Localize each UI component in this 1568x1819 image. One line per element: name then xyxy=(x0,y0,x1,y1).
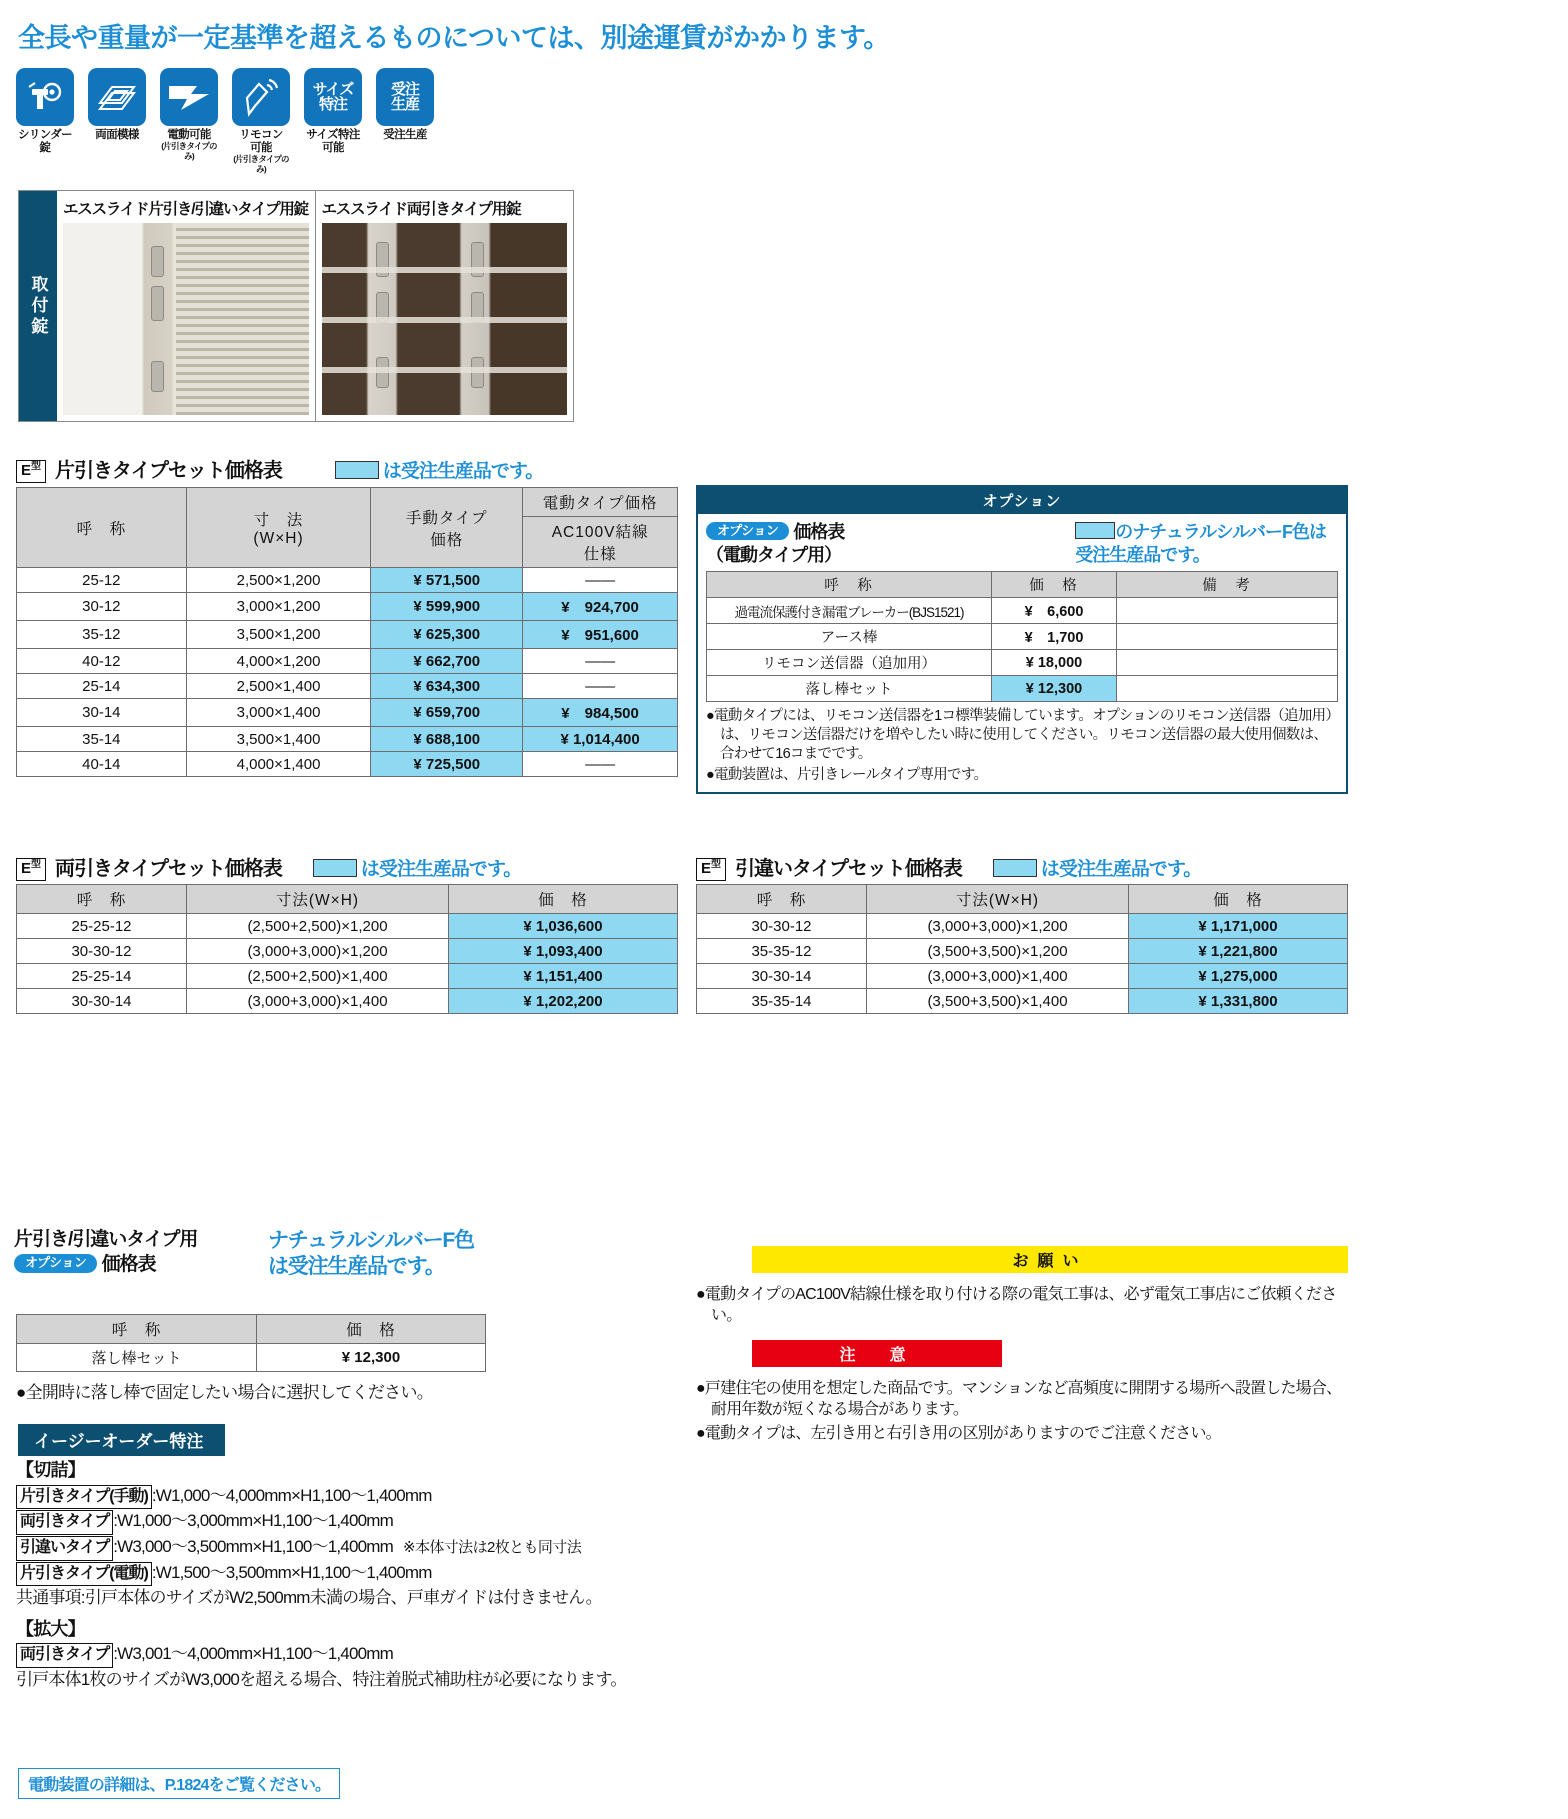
easy-order-group1-title: 【切詰】 xyxy=(16,1460,85,1480)
cell-electric: —— xyxy=(523,752,678,777)
feature-remote xyxy=(230,68,292,174)
section-title-hikichigai xyxy=(696,852,1201,881)
feature-electric-sublabel: (片引きタイプのみ) xyxy=(161,141,217,161)
option-small-title xyxy=(14,1228,197,1277)
easy-order-common-note-2: 引戸本体1枚のサイズがW3,000を超える場合、特注着脱式補助柱が必要になります。 xyxy=(16,1669,627,1689)
cell-electric: ¥ 951,600 xyxy=(523,621,678,649)
cell-manual: ¥ 625,300 xyxy=(371,621,523,649)
cell-dim: (3,000+3,000)×1,200 xyxy=(187,939,449,964)
opt-cell-remark xyxy=(1117,598,1338,624)
table-row xyxy=(17,914,678,939)
etype-badge-hikichigai: $E^型$ xyxy=(696,858,726,881)
feature-double-pattern xyxy=(86,68,148,174)
table-row xyxy=(17,727,678,752)
section-name-hikichigai: 引違いタイプセット価格表 xyxy=(735,858,962,880)
cell-dim: 3,000×1,200 xyxy=(186,593,371,621)
cell-dim: (3,000+3,000)×1,400 xyxy=(867,964,1129,989)
option-small-table-body xyxy=(17,1344,486,1372)
feature-size-custom-label: サイズ特注 可能 xyxy=(306,129,360,155)
easy-order-line-label: 両引きタイプ xyxy=(16,1510,113,1535)
easy-order-line-text: :W3,001〜4,000mm×H1,100〜1,400mm xyxy=(113,1644,393,1664)
table-row xyxy=(17,1344,486,1372)
cell-name: 35-14 xyxy=(17,727,187,752)
option-pill-badge: オプション xyxy=(706,522,789,540)
th-electric-group: 電動タイプ価格 xyxy=(523,488,678,517)
opt-small-cell-name: 落し棒セット xyxy=(17,1344,257,1372)
legend-swatch xyxy=(313,859,357,877)
electric-detail-link[interactable]: 電動装置の詳細は、P.1824をご覧ください。 xyxy=(18,1768,340,1799)
opt-th-price: 価 格 xyxy=(992,572,1117,598)
easy-order-line xyxy=(16,1561,696,1587)
cell-name: 40-12 xyxy=(17,649,187,674)
table-row xyxy=(707,650,1338,676)
feature-electric xyxy=(158,68,220,174)
cell-name: 30-30-14 xyxy=(17,989,187,1014)
etype-badge-katahiki: $E^型$ xyxy=(16,460,46,483)
easy-order-line xyxy=(16,1509,696,1535)
option-notice-line2: 受注生産品です。 xyxy=(1075,544,1210,565)
cell-name: 25-14 xyxy=(17,674,187,699)
option-small-notice xyxy=(268,1228,474,1279)
feature-double-pattern-label: 両面模様 xyxy=(95,129,139,141)
easy-order-line-text: :W1,000〜4,000mm×H1,100〜1,400mm xyxy=(151,1485,432,1505)
cell-electric: —— xyxy=(523,649,678,674)
remote-control-icon xyxy=(232,68,290,126)
feature-made-to-order-label: 受注生産 xyxy=(383,129,427,141)
easy-order-line-text: :W1,500〜3,500mm×H1,100〜1,400mm xyxy=(151,1562,432,1582)
warning-chui-block xyxy=(752,1340,1002,1367)
cell-dim: (3,500+3,500)×1,400 xyxy=(867,989,1129,1014)
price-table-hikichigai-body xyxy=(697,914,1348,1014)
size-custom-badge-text: サイズ 特注 xyxy=(312,81,354,113)
legend-hikichigai xyxy=(993,854,1201,881)
easy-order-line xyxy=(16,1535,696,1561)
price-table-katahiki-body xyxy=(17,568,678,777)
cell-name: 30-30-14 xyxy=(697,964,867,989)
made-to-order-icon xyxy=(376,68,434,126)
easy-order-body xyxy=(16,1458,696,1692)
th-price: 価 格 xyxy=(1129,885,1348,914)
option-small-title-line2: 価格表 xyxy=(101,1253,156,1275)
etype-sup: 型 xyxy=(31,859,42,871)
option-small-title-line1: 片引き/引違いタイプ用 xyxy=(14,1229,198,1250)
price-table-ryohiki xyxy=(16,884,678,1014)
opt-th-name: 呼 称 xyxy=(707,572,992,598)
cell-manual: ¥ 571,500 xyxy=(371,568,523,593)
table-header-row xyxy=(17,1315,486,1344)
easy-order-bar: イージーオーダー特注 xyxy=(18,1424,225,1456)
lock-installation-panel xyxy=(18,190,574,422)
easy-order-common-note: 共通事項:引戸本体のサイズがW2,500mm未満の場合、戸車ガイドは付きません。 xyxy=(16,1588,602,1608)
lock-cell-single xyxy=(57,191,316,421)
table-row xyxy=(697,964,1348,989)
option-panel-title xyxy=(706,521,844,566)
opt-cell-name: アース棒 xyxy=(707,624,992,650)
th-price: 価 格 xyxy=(449,885,678,914)
table-row xyxy=(17,939,678,964)
cell-price: ¥ 1,202,200 xyxy=(449,989,678,1014)
cell-dim: (3,000+3,000)×1,400 xyxy=(187,989,449,1014)
option-notice-swatch xyxy=(1075,522,1115,539)
easy-order-line-label: 引違いタイプ xyxy=(16,1536,113,1561)
opt-cell-price: ¥ 12,300 xyxy=(992,676,1117,702)
option-small-pill-badge: オプション xyxy=(14,1254,97,1273)
cell-electric: ¥ 1,014,400 xyxy=(523,727,678,752)
lock-cell-double xyxy=(316,191,574,421)
easy-order-line-label: 両引きタイプ xyxy=(16,1643,113,1668)
table-row xyxy=(17,699,678,727)
feature-electric-label: 電動可能 xyxy=(167,129,211,141)
cell-name: 25-25-14 xyxy=(17,964,187,989)
table-row xyxy=(17,752,678,777)
warning-chui-title: 注 意 xyxy=(752,1340,1002,1367)
feature-cylinder-lock-label: シリンダー錠 xyxy=(17,129,73,155)
cell-manual: ¥ 634,300 xyxy=(371,674,523,699)
section-title-ryohiki xyxy=(16,852,521,881)
lock-photo-double xyxy=(322,223,568,415)
opt-small-cell-price: ¥ 12,300 xyxy=(257,1344,486,1372)
opt-cell-price: ¥ 1,700 xyxy=(992,624,1117,650)
th-electric-sub: AC100V結線 仕様 xyxy=(523,517,678,568)
opt-cell-remark xyxy=(1117,650,1338,676)
cell-name: 25-25-12 xyxy=(17,914,187,939)
etype-badge-ryohiki: $E^型$ xyxy=(16,858,46,881)
feature-size-custom xyxy=(302,68,364,174)
option-note-1: ●電動タイプには、リモコン送信器を1コ標準装備しています。オプションのリモコン送信器（追加用）は、リモコン送信器だけを増やしたい時に使用してください。リモコン送信器の最大使用個数は、合わせて16コまでです。 xyxy=(706,708,1332,762)
table-header-row xyxy=(17,488,678,517)
table-row xyxy=(17,621,678,649)
table-row xyxy=(17,593,678,621)
cell-name: 30-30-12 xyxy=(17,939,187,964)
price-table-katahiki xyxy=(16,487,678,777)
cell-name: 30-12 xyxy=(17,593,187,621)
table-row xyxy=(707,598,1338,624)
cell-dim: 3,500×1,200 xyxy=(186,621,371,649)
th-dimension: 寸法(W×H) xyxy=(187,885,449,914)
legend-swatch xyxy=(335,461,379,479)
opt-cell-name: 落し棒セット xyxy=(707,676,992,702)
option-panel-head xyxy=(706,521,1338,566)
cell-dim: (2,500+2,500)×1,200 xyxy=(187,914,449,939)
cell-price: ¥ 1,036,600 xyxy=(449,914,678,939)
opt-cell-name: リモコン送信器（追加用） xyxy=(707,650,992,676)
cell-name: 35-12 xyxy=(17,621,187,649)
easy-order-line-extra: ※本体寸法は2枚とも同寸法 xyxy=(403,1538,582,1556)
cell-dim: 2,500×1,400 xyxy=(186,674,371,699)
feature-icon-strip xyxy=(14,68,436,174)
option-notice-line1: のナチュラルシルバーF色は xyxy=(1115,522,1326,542)
th-name: 呼 称 xyxy=(17,885,187,914)
warning-onegai-paragraph: ●電動タイプのAC100V結線仕様を取り付ける際の電気工事は、必ず電気工事店にご依頼ください。 xyxy=(696,1286,1337,1325)
option-title-line2: （電動タイプ用） xyxy=(706,544,842,565)
lock-cell-double-title: エススライド両引きタイプ用錠 xyxy=(321,201,521,218)
easy-order-group2-title: 【拡大】 xyxy=(16,1618,85,1639)
cell-dim: 4,000×1,200 xyxy=(186,649,371,674)
cell-manual: ¥ 725,500 xyxy=(371,752,523,777)
cell-dim: 3,000×1,400 xyxy=(186,699,371,727)
opt-cell-price: ¥ 6,600 xyxy=(992,598,1117,624)
option-note-2: ●電動装置は、片引きレールタイプ専用です。 xyxy=(706,766,988,783)
easy-order-line xyxy=(16,1484,696,1510)
cell-name: 40-14 xyxy=(17,752,187,777)
easy-order-line-label: 片引きタイプ(手動) xyxy=(16,1485,152,1510)
opt-small-th-name: 呼 称 xyxy=(17,1315,257,1344)
th-name: 呼 称 xyxy=(17,488,187,568)
opt-cell-name: 過電流保護付き漏電ブレーカー(BJS1521) xyxy=(707,598,992,624)
cell-name: 35-35-12 xyxy=(697,939,867,964)
opt-cell-price: ¥ 18,000 xyxy=(992,650,1117,676)
table-row xyxy=(17,649,678,674)
table-row xyxy=(707,676,1338,702)
cell-manual: ¥ 659,700 xyxy=(371,699,523,727)
option-small-table xyxy=(16,1314,486,1372)
cell-price: ¥ 1,171,000 xyxy=(1129,914,1348,939)
feature-remote-label: リモコン 可能 xyxy=(239,129,283,155)
legend-katahiki xyxy=(335,456,543,483)
cell-dim: (2,500+2,500)×1,400 xyxy=(187,964,449,989)
cell-name: 35-35-14 xyxy=(697,989,867,1014)
legend-text: は受注生産品です。 xyxy=(382,461,544,482)
cell-dim: 2,500×1,200 xyxy=(186,568,371,593)
option-title-line1: 価格表 xyxy=(793,522,845,542)
cell-price: ¥ 1,093,400 xyxy=(449,939,678,964)
table-row xyxy=(697,914,1348,939)
th-manual-price: 手動タイプ 価格 xyxy=(371,488,523,568)
cell-electric: ¥ 984,500 xyxy=(523,699,678,727)
option-table-header-row xyxy=(707,572,1338,598)
cell-name: 30-14 xyxy=(17,699,187,727)
size-custom-icon xyxy=(304,68,362,126)
cell-manual: ¥ 688,100 xyxy=(371,727,523,752)
section-name-katahiki: 片引きタイプセット価格表 xyxy=(55,460,282,482)
cell-manual: ¥ 662,700 xyxy=(371,649,523,674)
lock-panel-side-label: 取付錠 xyxy=(19,191,57,421)
price-table-hikichigai xyxy=(696,884,1348,1014)
th-dimension: 寸 法 (W×H) xyxy=(186,488,371,568)
made-to-order-badge-text: 受注 生産 xyxy=(390,81,419,113)
option-panel-notes xyxy=(706,707,1338,784)
easy-order-line xyxy=(16,1642,696,1668)
cell-dim: (3,500+3,500)×1,200 xyxy=(867,939,1129,964)
option-small-notice-line2: は受注生産品です。 xyxy=(268,1254,445,1278)
option-panel-body xyxy=(698,514,1346,792)
double-sided-pattern-icon xyxy=(88,68,146,126)
cell-name: 25-12 xyxy=(17,568,187,593)
opt-th-remark: 備 考 xyxy=(1117,572,1338,598)
easy-order-line-text: :W3,000〜3,500mm×H1,100〜1,400mm xyxy=(113,1536,393,1556)
cell-electric: ¥ 924,700 xyxy=(523,593,678,621)
cell-price: ¥ 1,331,800 xyxy=(1129,989,1348,1014)
table-header-row xyxy=(17,885,678,914)
option-small-note: ●全開時に落し棒で固定したい場合に選択してください。 xyxy=(16,1383,434,1402)
warning-chui-paragraph-1: ●戸建住宅の使用を想定した商品です。マンションなど高頻度に開閉する場所へ設置した場合、耐用年数が短くなる場合があります。 xyxy=(696,1380,1342,1419)
table-row xyxy=(17,674,678,699)
option-price-table xyxy=(706,571,1338,702)
table-row xyxy=(697,939,1348,964)
legend-ryohiki xyxy=(313,854,521,881)
th-dimension: 寸法(W×H) xyxy=(867,885,1129,914)
table-row xyxy=(697,989,1348,1014)
option-small-notice-line1: ナチュラルシルバーF色 xyxy=(268,1229,474,1252)
cell-name: 30-30-12 xyxy=(697,914,867,939)
etype-sup: 型 xyxy=(711,859,722,871)
option-panel xyxy=(696,485,1348,794)
warning-onegai-text xyxy=(696,1282,1348,1329)
section-name-ryohiki: 両引きタイプセット価格表 xyxy=(55,858,282,880)
option-small-title-row2 xyxy=(14,1253,197,1278)
cell-dim: 4,000×1,400 xyxy=(186,752,371,777)
table-header-row xyxy=(697,885,1348,914)
opt-cell-remark xyxy=(1117,676,1338,702)
legend-text: は受注生産品です。 xyxy=(360,859,522,880)
page-headline: 全長や重量が一定基準を超えるものについては、別途運賃がかかります。 xyxy=(18,23,890,53)
legend-swatch xyxy=(993,859,1037,877)
option-panel-notice xyxy=(1075,521,1338,566)
warning-onegai-block xyxy=(752,1246,1348,1273)
table-row xyxy=(17,964,678,989)
price-table-ryohiki-body xyxy=(17,914,678,1014)
legend-text: は受注生産品です。 xyxy=(1040,859,1202,880)
opt-cell-remark xyxy=(1117,624,1338,650)
easy-order-line-label: 片引きタイプ(電動) xyxy=(16,1562,152,1587)
warning-onegai-title: お願い xyxy=(752,1246,1348,1273)
warning-chui-text xyxy=(696,1376,1348,1446)
cell-electric: —— xyxy=(523,568,678,593)
easy-order-line-text: :W1,000〜3,000mm×H1,100〜1,400mm xyxy=(113,1511,393,1531)
table-row xyxy=(707,624,1338,650)
cell-dim: 3,500×1,400 xyxy=(186,727,371,752)
cylinder-lock-icon xyxy=(16,68,74,126)
table-row xyxy=(17,568,678,593)
cell-manual: ¥ 599,900 xyxy=(371,593,523,621)
opt-small-th-price: 価 格 xyxy=(257,1315,486,1344)
th-name: 呼 称 xyxy=(697,885,867,914)
cell-price: ¥ 1,151,400 xyxy=(449,964,678,989)
feature-made-to-order xyxy=(374,68,436,174)
warning-chui-paragraph-2: ●電動タイプは、左引き用と右引き用の区別がありますのでご注意ください。 xyxy=(696,1424,1221,1442)
feature-cylinder-lock xyxy=(14,68,76,174)
etype-sup: 型 xyxy=(31,461,42,473)
section-title-katahiki xyxy=(16,454,543,483)
cell-price: ¥ 1,275,000 xyxy=(1129,964,1348,989)
cell-electric: —— xyxy=(523,674,678,699)
lock-cell-single-title: エススライド片引き/引違いタイプ用錠 xyxy=(63,201,308,218)
feature-remote-sublabel: (片引きタイプのみ) xyxy=(233,154,289,174)
option-table-body xyxy=(707,598,1338,702)
option-panel-bar: オプション xyxy=(698,487,1346,514)
cell-price: ¥ 1,221,800 xyxy=(1129,939,1348,964)
lock-photo-single xyxy=(63,223,309,415)
table-row xyxy=(17,989,678,1014)
cell-dim: (3,000+3,000)×1,200 xyxy=(867,914,1129,939)
electric-capable-icon xyxy=(160,68,218,126)
